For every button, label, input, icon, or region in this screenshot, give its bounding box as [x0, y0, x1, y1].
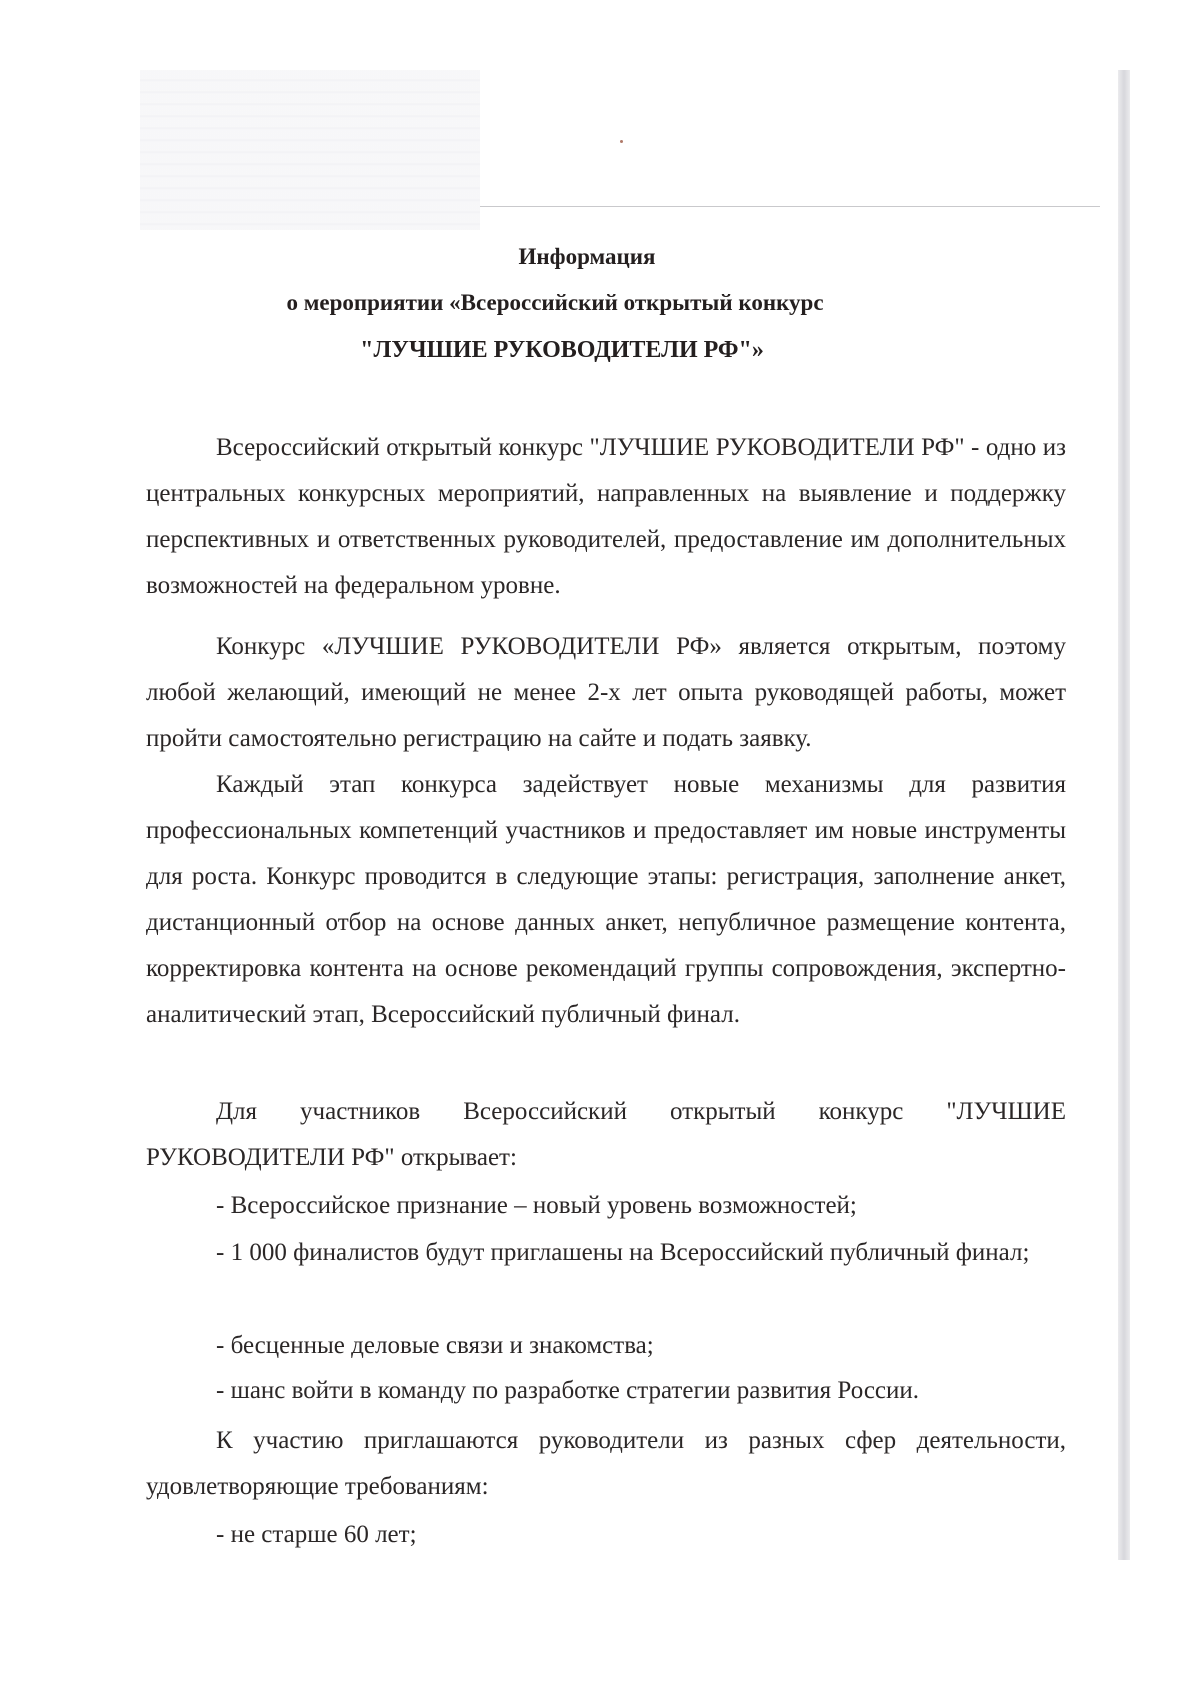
paragraph-text: Всероссийский открытый конкурс "ЛУЧШИЕ РУКОВОДИТЕЛИ РФ" - одно из центральных конкурсных мероприятий, направленных на выявление и поддержку перспективных и ответственных руководителей, предоставление им дополнительных возможностей на федеральном уровне.: [146, 434, 1066, 599]
contest-name: "ЛУЧШИЕ РУКОВОДИТЕЛИ РФ"»: [360, 337, 764, 363]
benefit-text: - Всероссийское признание – новый уровень возможностей;: [216, 1192, 857, 1219]
benefit-item: [146, 1323, 1066, 1369]
paragraph-stages: [146, 762, 1066, 1038]
paragraph-openness: [146, 624, 1066, 762]
benefit-text: - бесценные деловые связи и знакомства;: [216, 1332, 654, 1359]
document-subtitle: о мероприятии «Всероссийский открытый конкурс: [286, 290, 824, 315]
paragraph-text: Каждый этап конкурса задействует новые механизмы для развития профессиональных компетенций участников и предоставляет им новые инструменты для роста. Конкурс проводится в следующие этапы: регистрация, заполнение анкет, дистанционный отбор на основе данных анкет, непубличное размещение контента, корректировка контента на основе рекомендаций группы сопровождения, экспертно-аналитический этап, Всероссийский публичный финал.: [146, 771, 1066, 1028]
requirement-item: [146, 1512, 1066, 1558]
benefit-item: [146, 1368, 1066, 1414]
paragraph-text: Конкурс «ЛУЧШИЕ РУКОВОДИТЕЛИ РФ» является открытым, поэтому любой желающий, имеющий не менее 2-х лет опыта руководящей работы, может пройти самостоятельно регистрацию на сайте и подать заявку.: [146, 633, 1066, 752]
benefit-text: - 1 000 финалистов будут приглашены на Всероссийский публичный финал;: [216, 1239, 1030, 1266]
paragraph-intro: [146, 425, 1066, 609]
benefit-item: [146, 1183, 1066, 1229]
paragraph-benefits-intro: [146, 1089, 1066, 1181]
paragraph-text: Для участников Всероссийский открытый конкурс "ЛУЧШИЕ РУКОВОДИТЕЛИ РФ" открывает:: [146, 1098, 1066, 1171]
benefit-text: - шанс войти в команду по разработке стратегии развития России.: [216, 1377, 920, 1404]
paragraph-requirements-intro: [146, 1418, 1066, 1510]
benefit-item: [146, 1230, 1066, 1276]
requirement-text: - не старше 60 лет;: [216, 1521, 417, 1548]
paragraph-text: К участию приглашаются руководители из разных сфер деятельности, удовлетворяющие требованиям:: [146, 1427, 1066, 1500]
document-title: Информация: [518, 244, 656, 269]
